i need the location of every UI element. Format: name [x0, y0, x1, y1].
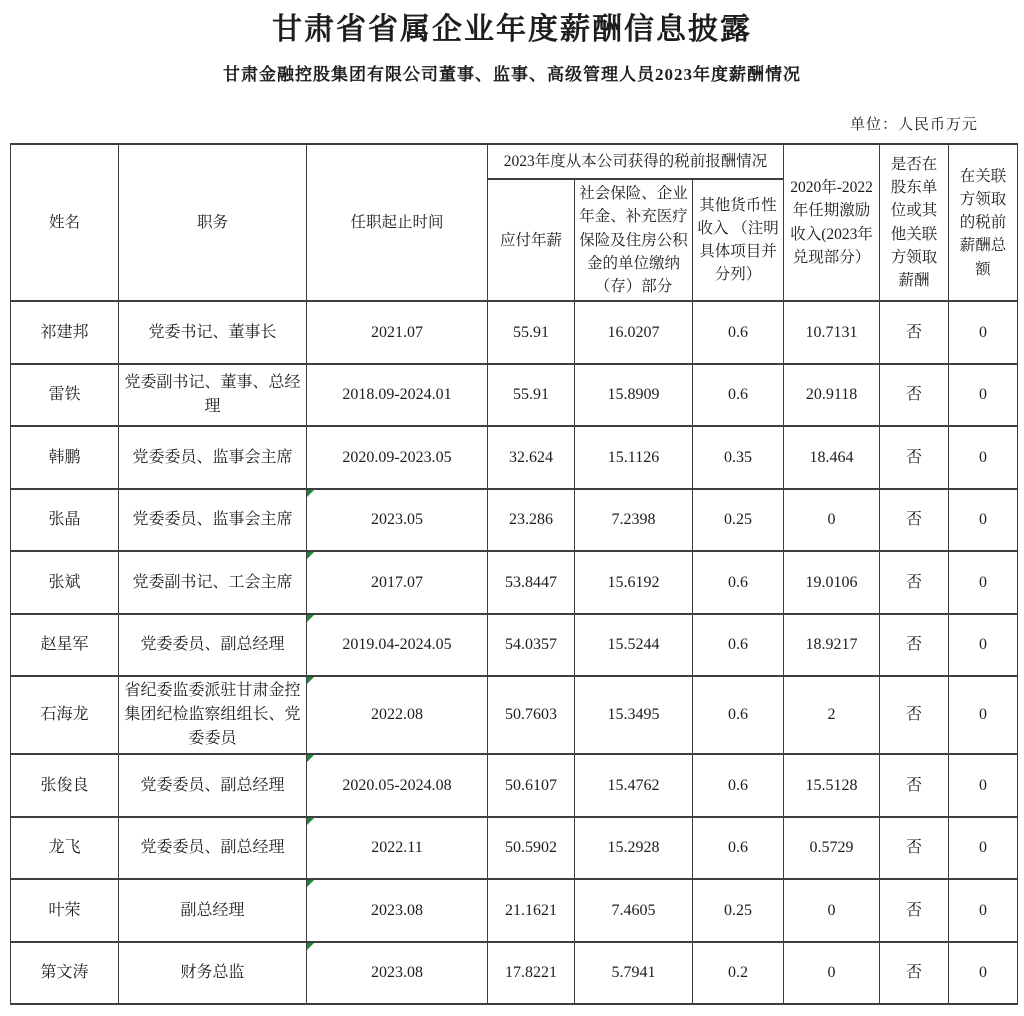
cell-position: 党委书记、董事长	[119, 301, 307, 364]
cell-related-total: 0	[949, 301, 1018, 364]
table-row	[11, 817, 1018, 880]
cell-name: 张俊良	[11, 754, 119, 817]
cell-incentive: 0	[784, 942, 880, 1005]
cell-name: 赵星军	[11, 614, 119, 677]
col-header-other-income: 其他货币性收入 （注明具体项目并分列）	[693, 179, 784, 301]
cell-tenure	[307, 364, 488, 427]
cell-related-party: 否	[880, 364, 949, 427]
cell-related-party: 否	[880, 489, 949, 552]
table-row	[11, 879, 1018, 942]
table-row	[11, 614, 1018, 677]
cell-related-party: 否	[880, 614, 949, 677]
tenure-text: 2018.09-2024.01	[342, 386, 452, 403]
table-row	[11, 489, 1018, 552]
cell-other-income: 0.6	[693, 754, 784, 817]
cell-related-total: 0	[949, 754, 1018, 817]
cell-incentive: 0.5729	[784, 817, 880, 880]
tenure-text: 2023.08	[371, 901, 423, 919]
note-marker-icon	[307, 552, 314, 559]
cell-position: 党委委员、副总经理	[119, 817, 307, 880]
col-header-related-party: 是否在股东单位或其他关联方领取薪酬	[880, 144, 949, 301]
cell-related-total: 0	[949, 614, 1018, 677]
table-row	[11, 551, 1018, 614]
cell-position: 副总经理	[119, 879, 307, 942]
tenure-text: 2019.04-2024.05	[342, 636, 452, 653]
cell-insurance: 7.2398	[575, 489, 693, 552]
cell-tenure	[307, 754, 488, 817]
cell-salary: 50.7603	[488, 676, 575, 754]
table-row	[11, 426, 1018, 489]
cell-name: 石海龙	[11, 676, 119, 754]
tenure-text: 2023.08	[371, 964, 423, 981]
cell-insurance: 15.6192	[575, 551, 693, 614]
table-row	[11, 676, 1018, 754]
tenure-text: 2023.05	[371, 511, 423, 528]
cell-related-total: 0	[949, 676, 1018, 754]
tenure-text: 2020.09-2023.05	[342, 448, 452, 466]
cell-salary: 50.5902	[488, 817, 575, 880]
cell-position: 党委副书记、董事、总经理	[119, 364, 307, 427]
cell-other-income: 0.6	[693, 817, 784, 880]
cell-other-income: 0.6	[693, 301, 784, 364]
cell-related-party: 否	[880, 754, 949, 817]
col-header-related-total: 在关联方领取的税前薪酬总额	[949, 144, 1018, 301]
cell-position: 党委委员、监事会主席	[119, 426, 307, 489]
cell-incentive: 2	[784, 676, 880, 754]
tenure-text: 2021.07	[371, 323, 423, 341]
cell-name: 龙飞	[11, 817, 119, 880]
cell-insurance: 7.4605	[575, 879, 693, 942]
note-marker-icon	[307, 818, 314, 825]
cell-name: 张斌	[11, 551, 119, 614]
cell-salary: 54.0357	[488, 614, 575, 677]
cell-other-income: 0.35	[693, 426, 784, 489]
cell-related-party: 否	[880, 817, 949, 880]
cell-name: 叶荣	[11, 879, 119, 942]
cell-insurance: 15.2928	[575, 817, 693, 880]
cell-position: 党委委员、监事会主席	[119, 489, 307, 552]
salary-table	[10, 143, 1018, 1005]
cell-incentive: 20.9118	[784, 364, 880, 427]
cell-related-total: 0	[949, 942, 1018, 1005]
cell-salary: 32.624	[488, 426, 575, 489]
cell-related-party: 否	[880, 301, 949, 364]
cell-related-total: 0	[949, 879, 1018, 942]
cell-name: 雷铁	[11, 364, 119, 427]
cell-incentive: 18.9217	[784, 614, 880, 677]
cell-other-income: 0.6	[693, 614, 784, 677]
header-row-group	[11, 144, 1018, 179]
table-row	[11, 364, 1018, 427]
table-row	[11, 754, 1018, 817]
cell-tenure	[307, 817, 488, 880]
table-row	[11, 942, 1018, 1005]
cell-incentive: 19.0106	[784, 551, 880, 614]
cell-insurance: 16.0207	[575, 301, 693, 364]
cell-tenure	[307, 301, 488, 364]
cell-related-total: 0	[949, 489, 1018, 552]
cell-related-party: 否	[880, 676, 949, 754]
cell-incentive: 10.7131	[784, 301, 880, 364]
cell-related-party: 否	[880, 942, 949, 1005]
cell-tenure	[307, 879, 488, 942]
cell-position: 财务总监	[119, 942, 307, 1005]
col-header-group-2023: 2023年度从本公司获得的税前报酬情况	[488, 144, 784, 179]
col-header-name: 姓名	[11, 144, 119, 301]
cell-other-income: 0.25	[693, 489, 784, 552]
cell-other-income: 0.25	[693, 879, 784, 942]
note-marker-icon	[307, 880, 314, 887]
cell-related-total: 0	[949, 364, 1018, 427]
cell-insurance: 15.8909	[575, 364, 693, 427]
cell-incentive: 0	[784, 879, 880, 942]
cell-salary: 21.1621	[488, 879, 575, 942]
cell-related-total: 0	[949, 817, 1018, 880]
cell-tenure	[307, 551, 488, 614]
cell-name: 张晶	[11, 489, 119, 552]
cell-tenure	[307, 426, 488, 489]
cell-position: 党委副书记、工会主席	[119, 551, 307, 614]
note-marker-icon	[307, 677, 314, 684]
cell-incentive: 18.464	[784, 426, 880, 489]
cell-tenure	[307, 676, 488, 754]
cell-salary: 23.286	[488, 489, 575, 552]
cell-insurance: 15.4762	[575, 754, 693, 817]
tenure-text: 2020.05-2024.08	[342, 776, 452, 794]
cell-tenure	[307, 489, 488, 552]
page-title: 甘肃省省属企业年度薪酬信息披露	[272, 13, 752, 46]
cell-related-party: 否	[880, 426, 949, 489]
cell-tenure	[307, 942, 488, 1005]
note-marker-icon	[307, 490, 314, 497]
cell-other-income: 0.6	[693, 364, 784, 427]
cell-insurance: 15.3495	[575, 676, 693, 754]
tenure-text: 2022.11	[371, 839, 423, 856]
cell-position: 省纪委监委派驻甘肃金控集团纪检监察组组长、党委委员	[119, 676, 307, 754]
cell-name: 韩鹏	[11, 426, 119, 489]
cell-salary: 50.6107	[488, 754, 575, 817]
cell-other-income: 0.2	[693, 942, 784, 1005]
cell-insurance: 5.7941	[575, 942, 693, 1005]
col-header-position: 职务	[119, 144, 307, 301]
table-body	[11, 301, 1018, 1004]
cell-other-income: 0.6	[693, 676, 784, 754]
note-marker-icon	[307, 943, 314, 950]
cell-tenure	[307, 614, 488, 677]
cell-related-party: 否	[880, 551, 949, 614]
cell-insurance: 15.5244	[575, 614, 693, 677]
col-header-tenure: 任职起止时间	[307, 144, 488, 301]
cell-salary: 55.91	[488, 364, 575, 427]
cell-position: 党委委员、副总经理	[119, 754, 307, 817]
cell-insurance: 15.1126	[575, 426, 693, 489]
cell-related-total: 0	[949, 551, 1018, 614]
cell-salary: 55.91	[488, 301, 575, 364]
col-header-insurance: 社会保险、企业年金、补充医疗保险及住房公积金的单位缴纳（存）部分	[575, 179, 693, 301]
cell-incentive: 15.5128	[784, 754, 880, 817]
table-row	[11, 301, 1018, 364]
page-subtitle: 甘肃金融控股集团有限公司董事、监事、高级管理人员2023年度薪酬情况	[223, 65, 801, 84]
col-header-incentive: 2020年-2022年任期激励收入(2023年兑现部分）	[784, 144, 880, 301]
tenure-text: 2017.07	[371, 573, 423, 591]
cell-related-total: 0	[949, 426, 1018, 489]
unit-note: 单位：人民币万元	[849, 117, 978, 133]
cell-salary: 53.8447	[488, 551, 575, 614]
tenure-text: 2022.08	[371, 706, 423, 724]
cell-name: 祁建邦	[11, 301, 119, 364]
cell-name: 第文涛	[11, 942, 119, 1005]
note-marker-icon	[307, 615, 314, 622]
cell-other-income: 0.6	[693, 551, 784, 614]
cell-position: 党委委员、副总经理	[119, 614, 307, 677]
cell-salary: 17.8221	[488, 942, 575, 1005]
col-header-salary: 应付年薪	[488, 179, 575, 301]
note-marker-icon	[307, 755, 314, 762]
cell-incentive: 0	[784, 489, 880, 552]
cell-related-party: 否	[880, 879, 949, 942]
